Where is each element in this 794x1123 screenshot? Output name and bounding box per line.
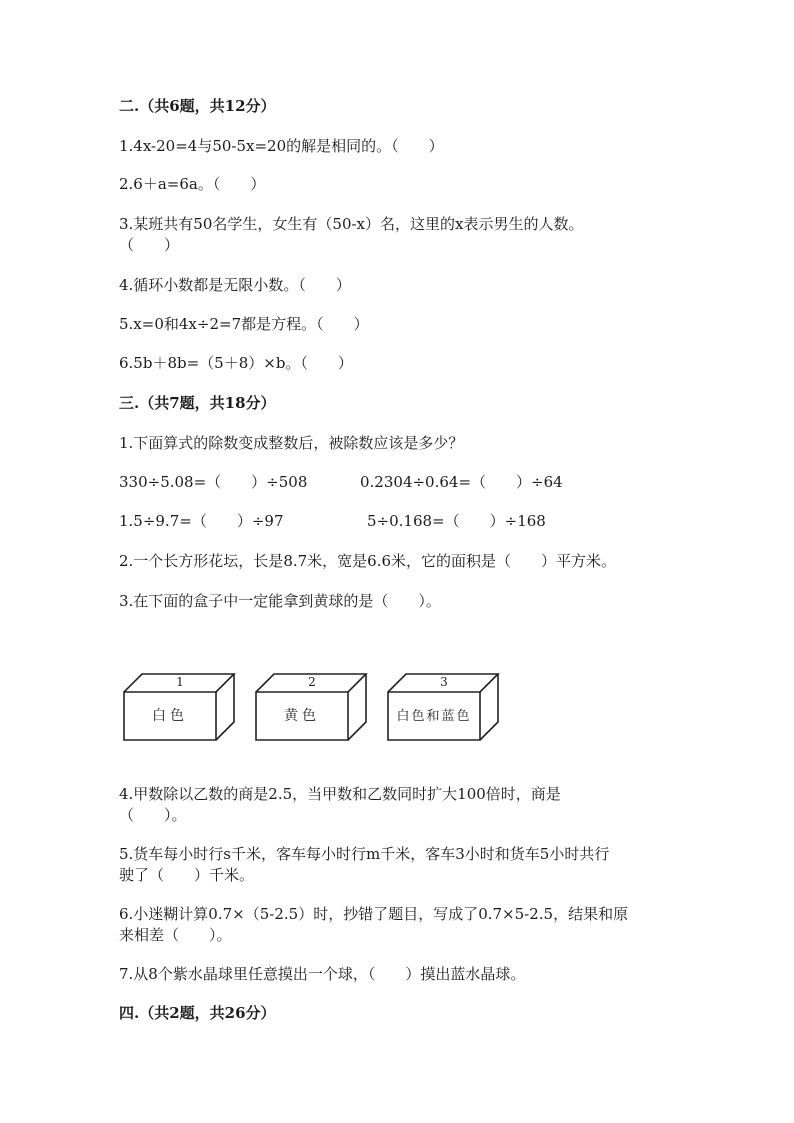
section-4-heading: 四.（共2题，共26分） xyxy=(119,1004,276,1022)
s2-question-3-line1: 3.某班共有50名学生，女生有（50-x）名，这里的x表示男生的人数。 xyxy=(119,215,584,233)
section-3-heading: 三.（共7题，共18分） xyxy=(119,394,276,412)
box-1-label: 白色 xyxy=(152,708,188,724)
s3-question-6-line1: 6.小迷糊计算0.7×（5-2.5）时，抄错了题目，写成了0.7×5-2.5，结果和原 xyxy=(119,905,629,923)
s3-q1-expression-d: 5÷0.168=（ ）÷168 xyxy=(367,512,546,530)
s3-question-4-line1: 4.甲数除以乙数的商是2.5，当甲数和乙数同时扩大100倍时，商是 xyxy=(119,785,561,803)
s2-question-2: 2.6＋a=6a。（ ） xyxy=(119,175,266,193)
s3-question-7: 7.从8个紫水晶球里任意摸出一个球，（ ）摸出蓝水晶球。 xyxy=(119,965,526,983)
s3-question-6-line2: 来相差（ ）。 xyxy=(119,926,232,944)
s3-question-3: 3.在下面的盒子中一定能拿到黄球的是（ ）。 xyxy=(119,592,441,610)
s2-question-1: 1.4x-20=4与50-5x=20的解是相同的。（ ） xyxy=(119,137,444,155)
box-2-label: 黄色 xyxy=(284,708,320,724)
s2-question-5: 5.x=0和4x÷2=7都是方程。（ ） xyxy=(119,315,369,333)
s2-question-3-line2: （ ） xyxy=(119,236,180,254)
s3-q1-expression-b: 0.2304÷0.64=（ ）÷64 xyxy=(360,473,563,491)
box-2-number: 2 xyxy=(308,675,316,689)
s3-question-4-line2: （ ）。 xyxy=(119,806,187,824)
s3-question-5-line2: 驶了（ ）千米。 xyxy=(119,866,255,884)
s3-q1-expression-c: 1.5÷9.7=（ ）÷97 xyxy=(119,512,284,530)
boxes-illustration xyxy=(118,668,508,748)
box-1-number: 1 xyxy=(176,675,184,689)
section-2-heading: 二.（共6题，共12分） xyxy=(119,97,276,115)
s3-question-1: 1.下面算式的除数变成整数后，被除数应该是多少？ xyxy=(119,434,464,452)
box-3-number: 3 xyxy=(440,675,448,689)
s3-q1-expression-a: 330÷5.08=（ ）÷508 xyxy=(119,473,308,491)
box-3-label: 白色和蓝色 xyxy=(396,709,472,724)
s2-question-6: 6.5b＋8b=（5＋8）×b。（ ） xyxy=(119,354,353,372)
s3-question-5-line1: 5.货车每小时行s千米，客车每小时行m千米，客车3小时和货车5小时共行 xyxy=(119,845,610,863)
s2-question-4: 4.循环小数都是无限小数。（ ） xyxy=(119,276,351,294)
s3-question-2: 2.一个长方形花坛，长是8.7米，宽是6.6米，它的面积是（ ）平方米。 xyxy=(119,552,617,570)
